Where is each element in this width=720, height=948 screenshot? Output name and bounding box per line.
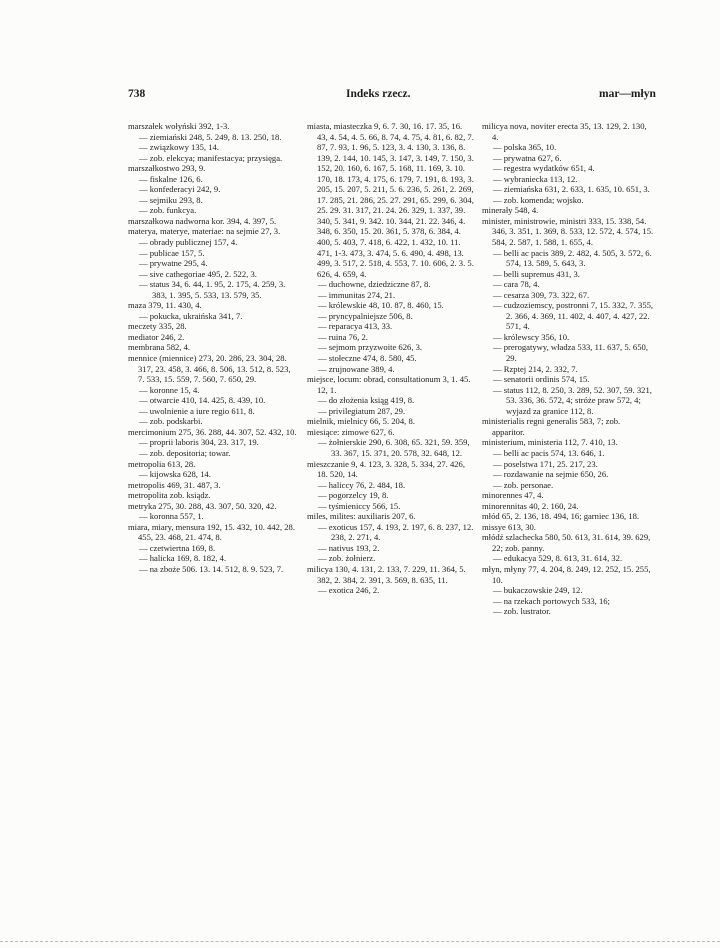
index-subentry: — otwarcie 410, 14. 425, 8. 439, 10. <box>139 395 266 406</box>
index-entry: miles, milites: auxiliaris 207, 6. <box>307 511 416 522</box>
page-range: mar—młyn <box>599 88 656 100</box>
index-subentry: — żołnierskie 290, 6. 308, 65. 321, 59. 359, 33. 367, 15. 371, 20. 578, 32. 648, 12. <box>318 437 470 458</box>
index-subentry: — publicae 157, 5. <box>139 247 205 258</box>
index-subentry: — królewscy 356, 10. <box>493 331 570 342</box>
index-subentry: — obrady publicznej 157, 4. <box>139 237 238 248</box>
index-entry: mielnik, mielnicy 66, 5. 204, 8. <box>307 416 415 427</box>
index-subentry: — prywatna 627, 6. <box>493 152 562 163</box>
index-entry: marszałkostwo 293, 9. <box>128 163 206 174</box>
index-entry: materya, materye, materiae: na sejmie 27, 3. <box>128 226 281 237</box>
index-subentry: — sejmom przyzwoite 626, 3. <box>318 342 423 353</box>
index-subentry: — exoticus 157, 4. 193, 2. 197, 6. 8. 237, 12. 238, 2. 271, 4. <box>318 521 474 543</box>
index-subentry: — zob. funkcya. <box>139 205 197 216</box>
index-subentry: — kijowska 628, 14. <box>139 469 211 480</box>
index-entry: miara, miary, mensura 192, 15. 432, 10. 442, 28. 455, 23. 468, 21. 474, 8. <box>128 521 295 543</box>
index-subentry: — nativus 193, 2. <box>318 542 380 553</box>
index-subentry: — stołeczne 474, 8. 580, 45. <box>318 353 417 364</box>
index-subentry: — cudzoziemscy, postronni 7, 15. 332, 7. 355, 2. 366, 4. 369, 11. 402, 4. 407, 4. 427, 22. 571, 4. <box>493 300 654 332</box>
index-subentry: — reparacya 413, 33. <box>318 321 393 332</box>
index-subentry: — status 34, 6. 44, 1. 95, 2. 175, 4. 259, 3. 383, 1. 395, 5. 533, 13. 579, 35. <box>139 279 286 300</box>
index-entry: młyn, młyny 77, 4. 204, 8. 249, 12. 252, 15. 255, 10. <box>482 563 651 585</box>
index-subentry: — zob. lustrator. <box>493 606 551 617</box>
index-subentry: — prywatne 295, 4. <box>139 258 208 269</box>
index-subentry: — pokucka, ukraińska 341, 7. <box>139 310 243 321</box>
index-entry: minerały 548, 4. <box>482 205 539 216</box>
index-subentry: — wybraniecka 113, 12. <box>493 173 578 184</box>
index-subentry: — bukaczowskie 249, 12. <box>493 585 583 596</box>
index-entry: missye 613, 30. <box>482 521 536 532</box>
index-entry: milicya nova, noviter erecta 35, 13. 129, 2. 130, 4. <box>482 121 647 142</box>
index-subentry: — halicka 169, 8. 182, 4. <box>139 553 227 564</box>
index-subentry: — belli ac pacis 389, 2. 482, 4. 505, 3. 572, 6. 574, 13. 589, 5. 643, 3. <box>493 247 652 269</box>
index-subentry: — duchowne, dziedziczne 87, 8. <box>318 279 431 290</box>
index-subentry: — rozdawanie na sejmie 650, 26. <box>493 469 609 480</box>
index-subentry: — na rzekach portowych 533, 16; <box>493 595 610 606</box>
index-entry: miejsce, locum: obrad, consultationum 3, 1. 45. 12, 1. <box>307 374 471 395</box>
index-entry: meczety 335, 28. <box>128 321 187 332</box>
index-subentry: — exotica 246, 2. <box>318 585 380 596</box>
index-subentry: — zob. personae. <box>493 479 554 490</box>
index-entry: metropolia 613, 28. <box>128 458 196 469</box>
index-subentry: — ziemiański 248, 5. 249, 8. 13. 250, 18. <box>139 131 282 142</box>
index-subentry: — do złożenia ksiąg 419, 8. <box>318 395 415 406</box>
index-subentry: — konfederacyi 242, 9. <box>139 184 221 195</box>
index-entry: miesiące: zimowe 627, 6. <box>307 426 395 437</box>
index-subentry: — privilegiatum 287, 29. <box>318 405 406 416</box>
index-entry: ministerium, ministeria 112, 7. 410, 13. <box>482 437 618 448</box>
index-subentry: — proprii laboris 304, 23. 317, 19. <box>139 437 259 448</box>
index-subentry: — uwolnienie a iure regio 611, 8. <box>139 405 255 416</box>
index-subentry: — status 112, 8. 250, 3. 289, 52. 307, 59. 321, 53. 336, 36. 572, 4; stróże praw 572, 4; wyjazd za granice 112, 8. <box>493 384 652 416</box>
index-entry: miasta, miasteczka 9, 6. 7. 30, 16. 17. 35, 16. 43, 4. 54, 4. 5. 66, 8. 74, 4. 75, 4. 81, 6. 82, 7. 87, 7. 93, 1. 96, 5. 123, 3. 4. 130, 3. 136, 8. 139, 2. 144, 10. 145, 3. 147, 3. 149, 7. 150, 3. 152, 20. 160, 6. 167, 5. 168, 11. 169, 3. 10. 170, 18. 173, 4. 175, 6. 179, 7. 191, 8. 193, 3. 205, 15. 207, 5. 211, 5. 6. 236, 5. 261, 2. 269, 17. 285, 21. 286, 25. 27. 291, 65. 299, 6. 304, 25. 29. 31. 317, 21. 24. 26. 329, 1. 337, 39. 340, 5. 341, 9. 342. 10. 344, 21. 22. 346, 4. 348, 6. 350, 15. 20. 361, 5. 378, 6. 384, 4. 400, 5. 403, 7. 418, 6. 422, 1. 432, 10. 11. 471, 1-3. 473, 3. 474, 5. 6. 490, 4. 498, 13. 499, 3. 517, 2. 518, 4. 553, 7. 10. 606, 2. 3. 5. 626, 4. 659, 4. <box>307 121 474 279</box>
index-subentry: — senatorii ordinis 574, 15. <box>493 374 590 385</box>
index-subentry: — belli ac pacis 574, 13. 646, 1. <box>493 447 605 458</box>
index-entry: minorennitas 40, 2. 160, 24. <box>482 500 579 511</box>
index-subentry: — tyśmieniccy 566, 15. <box>318 500 401 511</box>
index-subentry: — polska 365, 10. <box>493 142 557 153</box>
index-subentry: — ruina 76, 2. <box>318 331 368 342</box>
index-subentry: — koronna 557, 1. <box>139 511 204 522</box>
index-subentry: — edukacya 529, 8. 613, 31. 614, 32. <box>493 553 623 564</box>
index-entry: mercimonium 275, 36. 288, 44. 307, 52. 432, 10. <box>128 426 297 437</box>
index-subentry: — królewskie 48, 10. 87, 8. 460, 15. <box>318 300 444 311</box>
index-entry: marszałek wołyński 392, 1-3. <box>128 121 230 131</box>
index-subentry: — zob. podskarbi. <box>139 416 203 427</box>
index-subentry: — haliccy 76, 2. 484, 18. <box>318 479 406 490</box>
index-subentry: — sejmiku 293, 8. <box>139 194 203 205</box>
index-entry: minorennes 47, 4. <box>482 490 544 501</box>
index-column-2 <box>307 121 475 596</box>
index-subentry: — na zboże 506. 13. 14. 512, 8. 9. 523, 7. <box>139 563 284 574</box>
index-subentry: — cesarza 309, 73. 322, 67. <box>493 289 590 300</box>
index-subentry: — regestra wydatków 651, 4. <box>493 163 595 174</box>
index-subentry: — poselstwa 171, 25. 217, 23. <box>493 458 598 469</box>
index-subentry: — zob. depositoria; towar. <box>139 447 231 458</box>
index-subentry: — zob. elekcya; manifestacya; przysięga. <box>139 152 283 163</box>
index-subentry: — cara 78, 4. <box>493 279 540 290</box>
index-subentry: — ziemiańska 631, 2. 633, 1. 635, 10. 651, 3. <box>493 184 650 195</box>
index-entry: młód 65, 2. 136, 18. 494, 16; garniec 136, 18. <box>482 511 640 522</box>
index-entry: mennice (miennice) 273, 20. 286, 23. 304, 28. 317, 23. 458, 3. 466, 8. 506, 13. 512, 8. 523, 7. 533, 15. 559, 7. 560, 7. 650, 29. <box>128 353 291 385</box>
page-number: 738 <box>128 88 146 100</box>
index-entry: marszałkowa nadworna kor. 394, 4. 397, 5. <box>128 215 277 226</box>
index-column-1 <box>128 121 298 575</box>
index-subentry: — czetwiertna 169, 8. <box>139 542 216 553</box>
index-subentry: — Rzptej 214, 2. 332, 7. <box>493 363 578 374</box>
index-subentry: — belli supremus 431, 3. <box>493 268 580 279</box>
index-subentry: — pryncypalniejsze 506, 8. <box>318 310 413 321</box>
index-column-3 <box>482 121 655 617</box>
index-subentry: — sive cathegoriae 495, 2. 522, 3. <box>139 268 257 279</box>
index-entry: maza 379, 11. 430, 4. <box>128 300 202 311</box>
index-subentry: — zob. komenda; wojsko. <box>493 194 584 205</box>
index-subentry: — związkowy 135, 14. <box>139 142 219 153</box>
index-entry: metryka 275, 30. 288, 43. 307, 50. 320, 42. <box>128 500 277 511</box>
index-subentry: — zrujnowane 389, 4. <box>318 363 395 374</box>
index-subentry: — immunitas 274, 21. <box>318 289 396 300</box>
index-entry: mediator 246, 2. <box>128 331 185 342</box>
index-entry: minister, ministrowie, ministri 333, 15. 338, 54. 346, 3. 351, 1. 369, 8. 533, 12. 572, 4. 574, 15. 584, 2. 587, 1. 588, 1. 655, 4. <box>482 215 654 248</box>
index-subentry: — koronne 15, 4. <box>139 384 200 395</box>
running-title: Indeks rzecz. <box>346 88 411 100</box>
index-subentry: — prerogatywy, władza 533, 11. 637, 5. 650, 29. <box>493 342 648 364</box>
index-entry: młódź szlachecka 580, 50. 613, 31. 614, 39. 629, 22; zob. panny. <box>482 532 651 553</box>
index-entry: milicya 130, 4. 131, 2. 133, 7. 229, 11. 364, 5. 382, 2. 384, 2. 391, 3. 569, 8. 635, 11. <box>307 563 466 585</box>
index-entry: metropolita zob. ksiądz. <box>128 490 211 501</box>
index-entry: metropolis 469, 31. 487, 3. <box>128 479 221 490</box>
index-entry: mieszczanie 9, 4. 123, 3. 328, 5. 334, 27. 426, 18. 520, 14. <box>307 458 466 480</box>
index-entry: ministerialis regni generalis 583, 7; zob. apparitor. <box>482 416 621 437</box>
page-edge-line <box>0 941 720 942</box>
index-subentry: — zob. żołnierz. <box>318 553 376 564</box>
index-entry: membrana 582, 4. <box>128 342 191 353</box>
index-subentry: — fiskalne 126, 6. <box>139 173 203 184</box>
index-subentry: — pogorzelcy 19, 8. <box>318 490 389 501</box>
